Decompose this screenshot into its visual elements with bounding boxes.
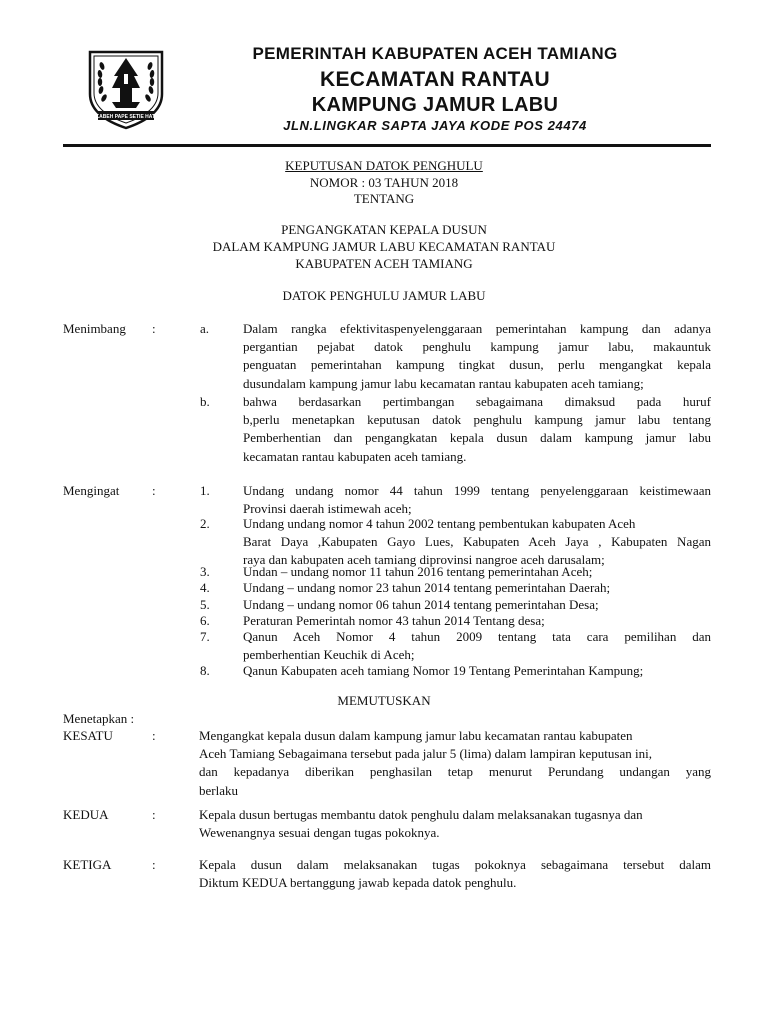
menimbang-item-a (243, 320, 711, 393)
kesatu-line: dan kepadanya diberikan penghasilan tetap menurut Perundang undangan yang (199, 764, 711, 780)
mengingat-item-5: Undang – undang nomor 06 tahun 2014 tentang pemerintahan Desa; (243, 597, 599, 612)
kedua-line: Wewenangnya sesuai dengan tugas pokoknya. (199, 825, 440, 841)
mengingat-label: Mengingat (63, 483, 120, 498)
letterhead-government: PEMERINTAH KABUPATEN ACEH TAMIANG (252, 44, 618, 63)
menimbang-b-line: Pemberhentian dan pengangkatan kepala dusun dalam kampung jamur labu (243, 430, 711, 446)
letterhead-divider (63, 144, 711, 147)
ketiga-line: Kepala dusun dalam melaksanakan tugas pokoknya sebagaimana tersebut dalam (199, 857, 711, 872)
kedua-colon: : (152, 807, 156, 822)
mengingat-colon: : (152, 483, 156, 498)
decree-title: KEPUTUSAN DATOK PENGHULU (285, 158, 483, 173)
menimbang-a-line: pergantian pejabat datok penghulu kampung jamur labu, makauntuk (243, 339, 711, 355)
menimbang-marker-a: a. (200, 321, 210, 336)
ketiga-label: KETIGA (63, 857, 112, 872)
mengingat-line: Undang undang nomor 4 tahun 2002 tentang pembentukan kabupaten Aceh (243, 516, 636, 531)
letterhead-district: KECAMATAN RANTAU (320, 68, 550, 91)
kesatu-line: Aceh Tamiang Sebagaimana tersebut pada jalur 5 (lima) dalam lampiran keputusan ini, (199, 746, 652, 762)
menimbang-a-line: penguatan pemerintahan kampung tingkat dusun, perlu mengangkat kepala (243, 357, 711, 373)
kedua-text (199, 806, 711, 842)
mengingat-marker: 1. (200, 483, 210, 498)
mengingat-marker: 7. (200, 629, 210, 644)
mengingat-item-6: Peraturan Pemerintah nomor 43 tahun 2014 Tentang desa; (243, 613, 545, 628)
letterhead-address: JLN.LINGKAR SAPTA JAYA KODE POS 24474 (283, 118, 587, 133)
memutuskan-heading: MEMUTUSKAN (337, 693, 431, 708)
mengingat-line: Qanun Aceh Nomor 4 tahun 2009 tentang tata cara pemilihan dan (243, 629, 711, 644)
mengingat-item-2 (243, 515, 711, 570)
kesatu-line: berlaku (199, 782, 238, 798)
mengingat-item-4: Undang – undang nomor 23 tahun 2014 tentang pemerintahan Daerah; (243, 580, 611, 595)
kesatu-colon: : (152, 728, 156, 743)
menimbang-b-line: bahwa berdasarkan pertimbangan sebagaimana dimaksud pada huruf (243, 394, 711, 409)
mengingat-line: pemberhentian Keuchik di Aceh; (243, 647, 415, 663)
menimbang-label: Menimbang (63, 321, 126, 336)
letterhead-village: KAMPUNG JAMUR LABU (311, 94, 559, 116)
mengingat-marker: 6. (200, 613, 210, 628)
mengingat-marker: 4. (200, 580, 210, 595)
decree-subject-line-3: KABUPATEN ACEH TAMIANG (295, 256, 473, 271)
decree-about: TENTANG (353, 191, 415, 206)
kedua-line: Kepala dusun bertugas membantu datok penghulu dalam melaksanakan tugasnya dan (199, 807, 643, 822)
kesatu-line: Mengangkat kepala dusun dalam kampung jamur labu kecamatan rantau kabupaten (199, 728, 633, 743)
mengingat-item-7 (243, 628, 711, 664)
decree-authority: DATOK PENGHULU JAMUR LABU (282, 288, 486, 303)
mengingat-marker: 8. (200, 663, 210, 678)
mengingat-item-3: Undan – undang nomor 11 tahun 2016 tentang pemerintahan Aceh; (243, 564, 593, 579)
menimbang-item-b (243, 393, 711, 466)
mengingat-line: Barat Daya ,Kabupaten Gayo Lues, Kabupaten Aceh Jaya , Kabupaten Nagan (243, 534, 711, 550)
mengingat-item-8: Qanun Kabupaten aceh tamiang Nomor 19 Tentang Pemerintahan Kampung; (243, 663, 644, 678)
ketiga-line: Diktum KEDUA bertanggung jawab kepada datok penghulu. (199, 875, 517, 891)
kesatu-text (199, 727, 711, 800)
mengingat-marker: 2. (200, 516, 210, 531)
decree-subject-line-2: DALAM KAMPUNG JAMUR LABU KECAMATAN RANTAU (212, 239, 556, 254)
decree-subject-line-1: PENGANGKATAN KEPALA DUSUN (281, 222, 487, 237)
logo-motto: KABEH PAPE SETIE HATI (95, 114, 157, 120)
menimbang-b-line: b,perlu menetapkan keputusan datok penghulu kampung jamur labu tentang (243, 412, 711, 428)
ketiga-colon: : (152, 857, 156, 872)
menimbang-a-line: Dalam rangka efektivitaspenyelenggaraan pemerintahan kampung dan adanya (243, 321, 711, 336)
kedua-label: KEDUA (63, 807, 109, 822)
menimbang-b-line: kecamatan rantau kabupaten aceh tamiang. (243, 448, 467, 464)
menimbang-marker-b: b. (200, 394, 210, 409)
kesatu-label: KESATU (63, 728, 113, 743)
mengingat-line: Provinsi daerah istimewah aceh; (243, 501, 412, 517)
mengingat-item-1 (243, 482, 711, 518)
mengingat-marker: 5. (200, 597, 210, 612)
menimbang-a-line: dusundalam kampung jamur labu kecamatan rantau kabupaten aceh tamiang; (243, 375, 644, 391)
mengingat-line: raya dan kabupaten aceh tamiang diprovinsi nangroe aceh darusalam; (243, 552, 605, 568)
mengingat-line: Undang undang nomor 44 tahun 1999 tentang penyelenggaraan keistimewaan (243, 483, 711, 498)
mengingat-marker: 3. (200, 564, 210, 579)
ketiga-text (199, 856, 711, 892)
menetapkan-label: Menetapkan : (63, 711, 135, 726)
decree-number: NOMOR : 03 TAHUN 2018 (309, 175, 459, 190)
menimbang-colon: : (152, 321, 156, 336)
